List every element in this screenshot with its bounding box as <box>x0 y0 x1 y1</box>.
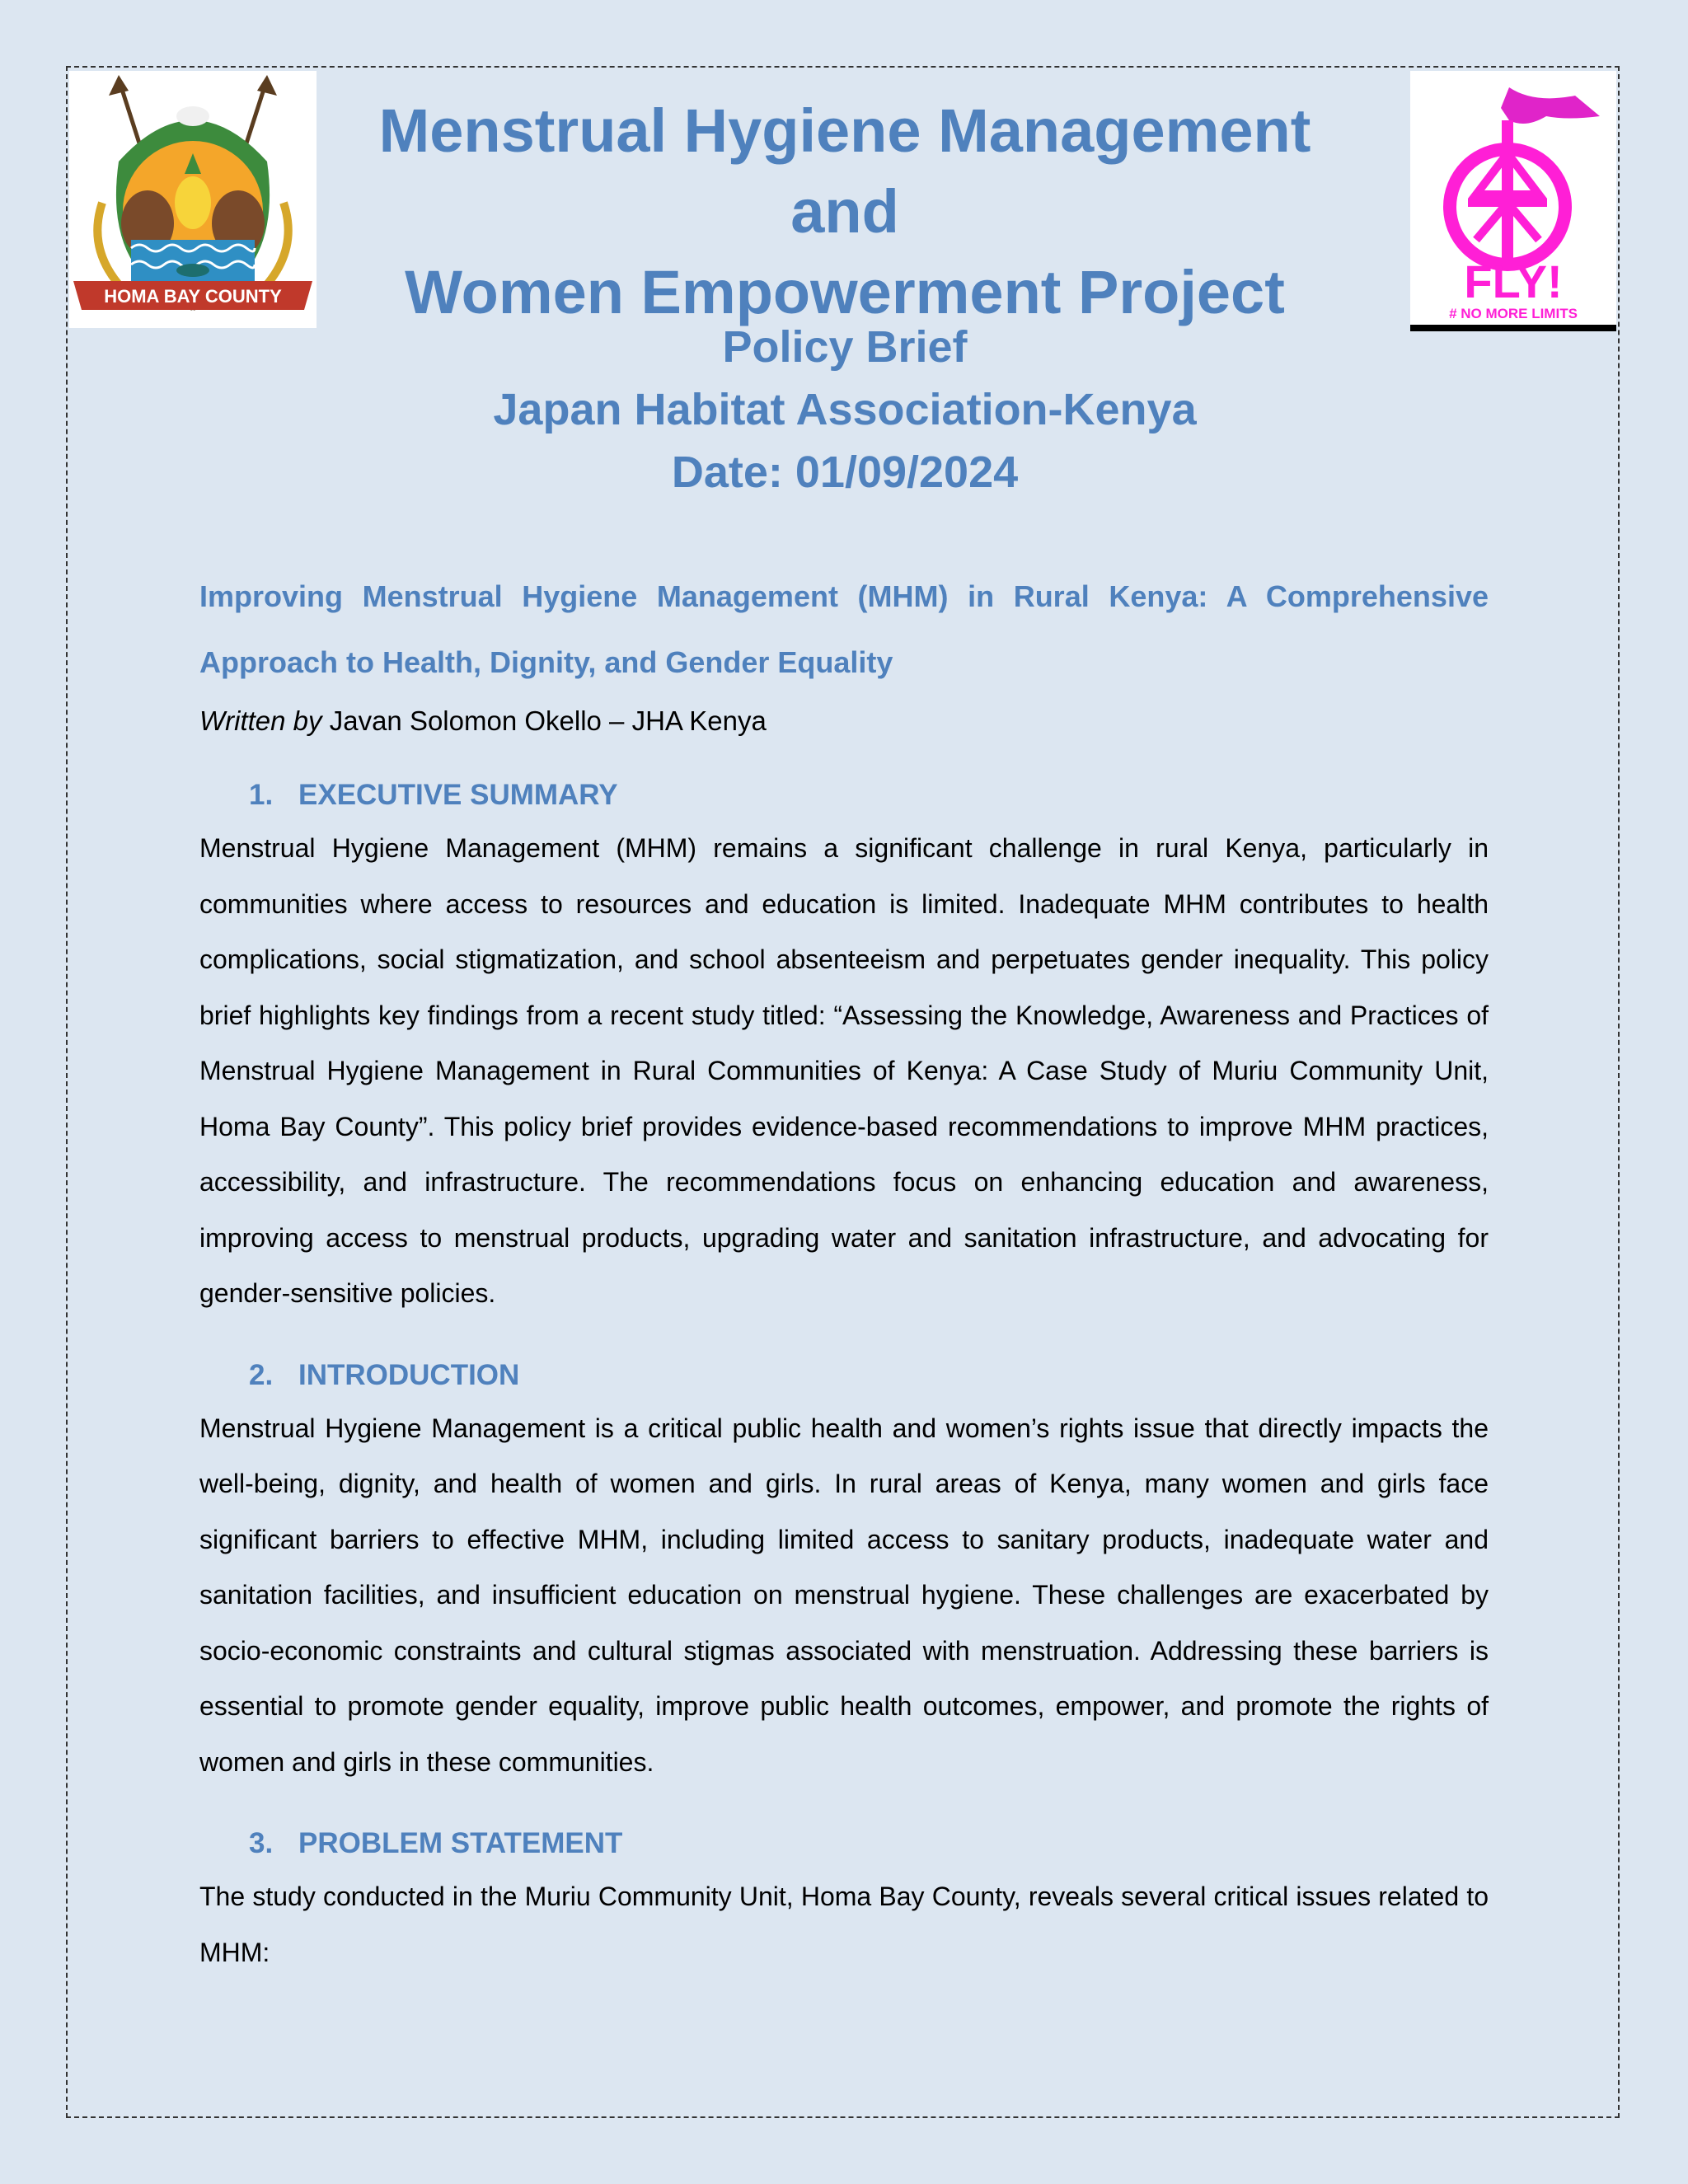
section-title: EXECUTIVE SUMMARY <box>298 779 618 811</box>
document-title <box>321 91 1368 333</box>
fly-logo <box>1410 71 1616 331</box>
doc-type: Policy Brief <box>722 322 968 372</box>
organization-name: Japan Habitat Association-Kenya <box>493 385 1197 434</box>
crest-banner-text: HOMA BAY COUNTY <box>104 286 282 307</box>
section-body-executive-summary: Menstrual Hygiene Management (MHM) remains a significant challenge in rural Kenya, particularly in communities where access to resources and education is limited. Inadequate MHM contributes to health complications, social stigmatization, and school absenteeism and perpetuates gender inequality. This policy brief highlights key findings from a recent study titled: “Assessing the Knowledge, Awareness and Practices of Menstrual Hygiene Management in Rural Communities of Kenya: A Case Study of Muriu Community Unit, Homa Bay County”. This policy brief provides evidence-based recommendations to improve MHM practices, accessibility, and infrastructure. The recommendations focus on enhancing education and awareness, improving access to menstrual products, upgrading water and sanitation infrastructure, and advocating for gender-sensitive policies. <box>199 833 1489 1308</box>
title-line-2: Women Empowerment Project <box>405 258 1285 326</box>
byline-prefix: Written by <box>199 705 322 736</box>
document-subtitle-block <box>321 316 1368 504</box>
section-heading-executive-summary <box>249 775 1489 816</box>
document-date: Date: 01/09/2024 <box>671 448 1019 497</box>
section-number: 1. <box>249 779 274 811</box>
brief-title: Improving Menstrual Hygiene Management (MHM) in Rural Kenya: A Comprehensive Approach to Health, Dignity, and Gender Equality <box>199 579 1489 679</box>
fly-logo-subtext: # NO MORE LIMITS <box>1449 306 1578 321</box>
section-title: INTRODUCTION <box>298 1358 520 1391</box>
section-title: PROBLEM STATEMENT <box>298 1827 623 1859</box>
fly-logo-text: FLY! <box>1464 255 1563 307</box>
section-number: 2. <box>249 1358 274 1391</box>
section-heading-problem-statement <box>249 1823 1489 1864</box>
fly-graphic <box>1410 71 1616 331</box>
section-body-introduction: Menstrual Hygiene Management is a critical public health and women’s rights issue that directly impacts the well-being, dignity, and health of women and girls. In rural areas of Kenya, many women and girls face significant barriers to effective MHM, including limited access to sanitary products, inadequate water and sanitation facilities, and insufficient education on menstrual hygiene. These challenges are exacerbated by socio-economic constraints and cultural stigmas associated with menstruation. Addressing these barriers is essential to promote gender equality, improve public health outcomes, empower, and promote the rights of women and girls in these communities. <box>199 1413 1489 1777</box>
byline-author: Javan Solomon Okello – JHA Kenya <box>321 705 767 736</box>
county-crest-logo <box>69 71 316 328</box>
byline <box>199 701 1489 742</box>
section-number: 3. <box>249 1827 274 1859</box>
title-line-1: Menstrual Hygiene Management and <box>378 96 1311 246</box>
document-body <box>199 564 1489 1980</box>
section-heading-introduction <box>249 1355 1489 1396</box>
crest-graphic <box>69 71 316 328</box>
section-body-problem-statement: The study conducted in the Muriu Community Unit, Homa Bay County, reveals several critical issues related to MHM: <box>199 1882 1489 1967</box>
